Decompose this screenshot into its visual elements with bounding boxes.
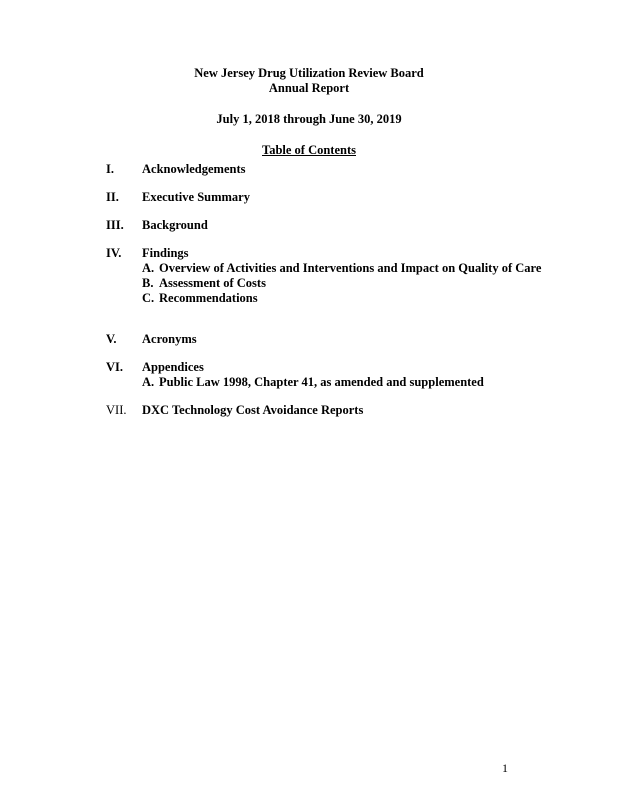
toc-subitem — [142, 276, 546, 291]
toc-entry-background — [106, 218, 546, 233]
toc-subitem — [142, 291, 546, 306]
subitem-letter: A. — [142, 261, 155, 275]
toc-entry-acknowledgements — [106, 162, 546, 177]
section-numeral: VI. — [106, 360, 124, 374]
toc-entry-dxc-reports — [106, 403, 546, 418]
toc-entry-findings — [106, 246, 546, 306]
section-numeral: IV. — [106, 246, 122, 260]
subitem-text: Recommendations — [159, 291, 258, 305]
section-title: DXC Technology Cost Avoidance Reports — [142, 403, 364, 417]
toc-entry-acronyms — [106, 332, 546, 347]
subitem-letter: A. — [142, 375, 155, 389]
subitem-letter: C. — [142, 291, 155, 305]
subitem-text: Overview of Activities and Interventions and Impact on Quality of Care — [159, 261, 542, 275]
section-numeral: II. — [106, 190, 119, 204]
report-type: Annual Report — [268, 81, 350, 95]
section-title: Acronyms — [142, 332, 197, 346]
subitem-text: Public Law 1998, Chapter 41, as amended and supplemented — [159, 375, 484, 389]
document-header — [0, 66, 618, 158]
section-title: Acknowledgements — [142, 162, 246, 176]
section-numeral: VII. — [106, 403, 127, 417]
toc-entry-appendices — [106, 360, 546, 390]
subitem-text: Assessment of Costs — [159, 276, 266, 290]
report-period: July 1, 2018 through June 30, 2019 — [216, 112, 402, 126]
section-numeral: III. — [106, 218, 124, 232]
page-number: 1 — [502, 761, 508, 775]
toc-subitem — [142, 261, 546, 276]
section-title: Background — [142, 218, 208, 232]
section-numeral: V. — [106, 332, 117, 346]
section-title: Executive Summary — [142, 190, 250, 204]
toc-entry-executive-summary — [106, 190, 546, 205]
section-numeral: I. — [106, 162, 114, 176]
section-title: Findings — [142, 246, 189, 260]
toc-title: Table of Contents — [262, 143, 356, 157]
toc-subitem — [142, 375, 546, 390]
section-title: Appendices — [142, 360, 204, 374]
organization-name: New Jersey Drug Utilization Review Board — [194, 66, 424, 80]
subitem-letter: B. — [142, 276, 154, 290]
